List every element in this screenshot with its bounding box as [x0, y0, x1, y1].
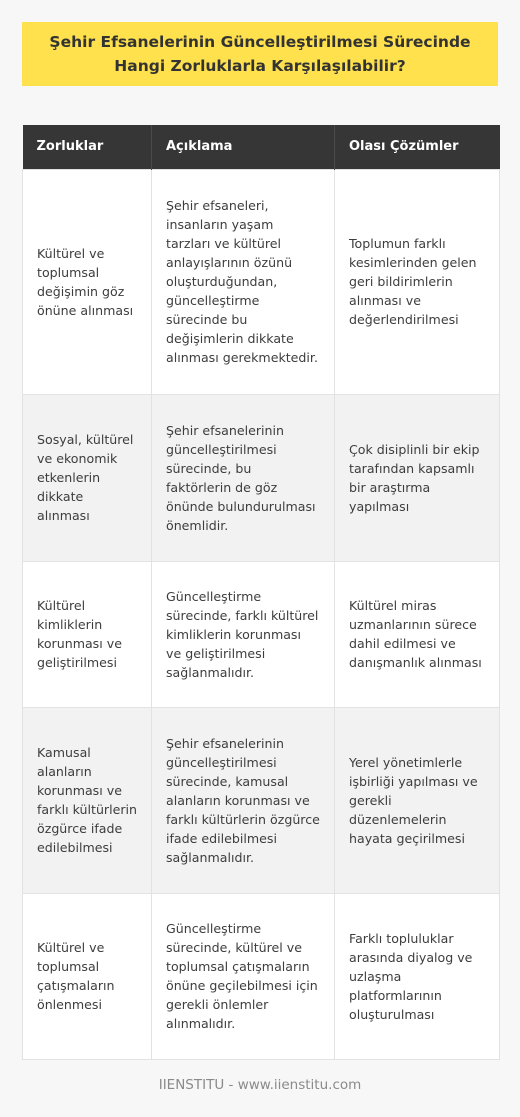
solution-cell: Kültürel miras uzmanlarının sürece dahil edilmesi ve danışmanlık alınması — [335, 561, 500, 707]
table-row — [23, 169, 500, 394]
description-cell: Şehir efsaneleri, insanların yaşam tarzları ve kültürel anlayışlarının özünü oluşturduğundan, güncelleştirme sürecinde bu değişimlerin dikkate alınması gerekmektedir. — [152, 169, 335, 394]
table-row — [23, 707, 500, 893]
solution-cell: Toplumun farklı kesimlerinden gelen geri bildirimlerin alınması ve değerlendirilmesi — [335, 169, 500, 394]
solution-cell: Çok disiplinli bir ekip tarafından kapsamlı bir araştırma yapılması — [335, 394, 500, 561]
footer-text: IIENSTITU - www.iienstitu.com — [158, 1077, 362, 1093]
table-header-row — [23, 125, 500, 169]
header-solutions: Olası Çözümler — [335, 125, 500, 169]
challenge-cell: Kamusal alanların korunması ve farklı kültürlerin özgürce ifade edilebilmesi — [23, 707, 152, 893]
header-challenges: Zorluklar — [23, 125, 152, 169]
challenge-cell: Kültürel ve toplumsal değişimin göz önüne alınması — [23, 169, 152, 394]
description-cell: Güncelleştirme sürecinde, farklı kültürel kimliklerin korunması ve geliştirilmesi sağlanmalıdır. — [152, 561, 335, 707]
challenge-cell: Kültürel kimliklerin korunması ve geliştirilmesi — [23, 561, 152, 707]
solution-cell: Yerel yönetimlerle işbirliği yapılması ve gerekli düzenlemelerin hayata geçirilmesi — [335, 707, 500, 893]
title-banner — [22, 22, 498, 86]
description-cell: Güncelleştirme sürecinde, kültürel ve toplumsal çatışmaların önüne geçilebilmesi için gerekli önlemler alınmalıdır. — [152, 893, 335, 1059]
table-row — [23, 893, 500, 1059]
table-row — [23, 561, 500, 707]
page-title: Şehir Efsanelerinin Güncelleştirilmesi Sürecinde Hangi Zorluklarla Karşılaşılabilir? — [49, 33, 471, 75]
description-cell: Şehir efsanelerinin güncelleştirilmesi sürecinde, kamusal alanların korunması ve farklı kültürlerin özgürce ifade edilebilmesi sağlanmalıdır. — [152, 707, 335, 893]
challenge-cell: Kültürel ve toplumsal çatışmaların önlenmesi — [23, 893, 152, 1059]
table-row — [23, 394, 500, 561]
header-description: Açıklama — [152, 125, 335, 169]
challenge-cell: Sosyal, kültürel ve ekonomik etkenlerin dikkate alınması — [23, 394, 152, 561]
solution-cell: Farklı topluluklar arasında diyalog ve uzlaşma platformlarının oluşturulması — [335, 893, 500, 1059]
challenges-table — [22, 125, 500, 1060]
description-cell: Şehir efsanelerinin güncelleştirilmesi sürecinde, bu faktörlerin de göz önünde bulundurulması önemlidir. — [152, 394, 335, 561]
